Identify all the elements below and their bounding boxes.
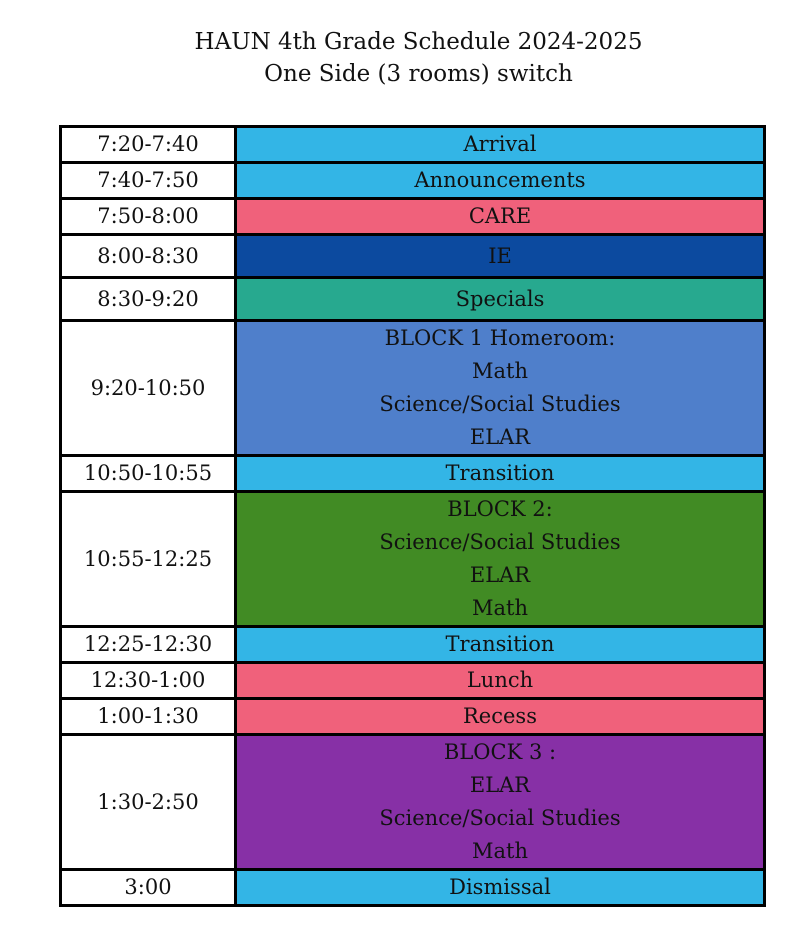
title-line-1: HAUN 4th Grade Schedule 2024-2025 [194,29,643,55]
activity-label: Math [472,839,528,863]
activity-label: Transition [445,461,555,485]
activity-label: ELAR [469,773,531,797]
time-cell: 10:55-12:25 [61,492,236,627]
time-cell: 9:20-10:50 [61,321,236,456]
schedule-row [61,735,765,870]
schedule-table [59,125,766,907]
activity-label: Science/Social Studies [379,530,621,554]
schedule-row [61,492,765,627]
activity-label: Transition [445,632,555,656]
activity-cell [236,627,765,663]
time-cell: 8:30-9:20 [61,278,236,321]
time-cell: 1:00-1:30 [61,699,236,735]
activity-label: ELAR [469,563,531,587]
schedule-row [61,456,765,492]
activity-label: Dismissal [449,875,551,899]
activity-label: Recess [463,704,537,728]
time-cell: 12:30-1:00 [61,663,236,699]
schedule-row [61,199,765,235]
activity-label: Math [472,596,528,620]
activity-cell [236,735,765,870]
schedule-row [61,278,765,321]
activity-cell [236,321,765,456]
activity-cell [236,663,765,699]
activity-cell [236,235,765,278]
schedule-title [0,26,805,90]
schedule-row [61,127,765,163]
activity-cell [236,163,765,199]
activity-cell [236,127,765,163]
activity-label: Lunch [466,668,534,692]
time-cell: 7:20-7:40 [61,127,236,163]
schedule-row [61,699,765,735]
activity-label: BLOCK 1 Homeroom: [384,326,616,350]
schedule-row [61,627,765,663]
activity-cell [236,699,765,735]
schedule-body [61,127,765,906]
activity-label: IE [488,243,512,268]
activity-label: Math [472,359,528,383]
time-cell: 7:40-7:50 [61,163,236,199]
activity-label: Science/Social Studies [379,806,621,830]
activity-label: Science/Social Studies [379,392,621,416]
activity-label: Announcements [414,168,586,192]
time-cell: 12:25-12:30 [61,627,236,663]
activity-cell [236,456,765,492]
schedule-row [61,235,765,278]
schedule-row [61,663,765,699]
title-line-2: One Side (3 rooms) switch [264,61,573,87]
activity-label: Arrival [463,132,537,156]
activity-cell [236,199,765,235]
time-cell: 8:00-8:30 [61,235,236,278]
activity-cell [236,278,765,321]
schedule-row [61,163,765,199]
activity-label: ELAR [469,425,531,449]
time-cell: 10:50-10:55 [61,456,236,492]
activity-label: CARE [468,204,532,228]
time-cell: 3:00 [61,870,236,906]
schedule-row [61,870,765,906]
time-cell: 7:50-8:00 [61,199,236,235]
activity-label: Specials [455,286,545,311]
activity-label: BLOCK 3 : [443,740,557,764]
activity-cell [236,492,765,627]
activity-label: BLOCK 2: [447,497,553,521]
time-cell: 1:30-2:50 [61,735,236,870]
schedule-row [61,321,765,456]
activity-cell [236,870,765,906]
